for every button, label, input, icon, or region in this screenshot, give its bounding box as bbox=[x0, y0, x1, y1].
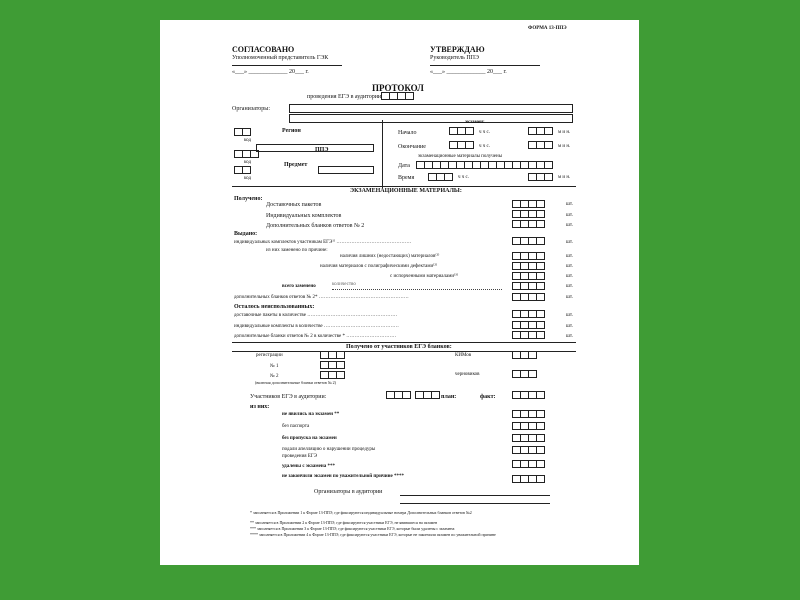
no1-count-cells[interactable] bbox=[320, 361, 344, 369]
approval-left-sub: Уполномоченный представитель ГЭК bbox=[232, 55, 329, 61]
remaining-count-cells[interactable] bbox=[512, 310, 544, 318]
reason-count-cells[interactable] bbox=[512, 252, 544, 260]
start-label: Начало bbox=[398, 130, 417, 136]
footnote: ** заполняется в Приложении 2 к Форме 13-ППЭ, где фиксируются участники ЕГЭ, не явившиеся на экзамен bbox=[250, 520, 438, 525]
approval-left-date: «___» _____________ 20___ г. bbox=[232, 69, 309, 75]
region-code-cells[interactable] bbox=[234, 128, 250, 136]
end-hours-cells[interactable] bbox=[449, 141, 473, 149]
section-rule bbox=[232, 342, 576, 343]
time-hours-cells[interactable] bbox=[428, 173, 452, 181]
remaining-count-cells[interactable] bbox=[512, 331, 544, 339]
ppe-code-caption: код bbox=[244, 160, 252, 165]
units-label: шт. bbox=[566, 213, 573, 218]
kim-label: КИМов bbox=[455, 353, 472, 358]
organizers-room-label: Организаторы в аудитории bbox=[314, 489, 383, 495]
drafts-label: черновиков bbox=[455, 372, 480, 377]
form-page bbox=[160, 20, 639, 565]
section-rule bbox=[232, 186, 576, 187]
start-min-unit: м и н. bbox=[558, 130, 571, 135]
end-label: Окончание bbox=[398, 144, 426, 150]
participants-label: Участников ЕГЭ в аудитории: bbox=[250, 394, 327, 400]
replace-reason: наличия лишних (недостающих) материалов⁽¹⁾ bbox=[340, 254, 440, 259]
row-count-cells[interactable] bbox=[512, 446, 544, 454]
received-item: Индивидуальных комплектов bbox=[266, 213, 342, 219]
start-hours-cells[interactable] bbox=[449, 127, 473, 135]
footnote: * заполняется в Приложении 1 к Форме 13-ППЭ, где фиксируются индивидуальные номера Дополнительных бланков ответов №2 bbox=[250, 510, 472, 515]
organizers-field-2[interactable] bbox=[289, 114, 573, 123]
received-count-cells[interactable] bbox=[512, 220, 544, 228]
extra-sheets-line: дополнительных бланков ответов № 2* ……………………………………………… bbox=[234, 295, 409, 300]
participant-row: без паспорта bbox=[282, 424, 310, 429]
end-min-unit: м и н. bbox=[558, 144, 571, 149]
time-hours-unit: ч ч с. bbox=[458, 175, 469, 180]
total-replaced: всего заменено bbox=[282, 284, 316, 289]
remaining-item: доставочные пакеты в количестве ……………………………………………… bbox=[234, 313, 398, 318]
replace-reason: с испорченными материалами⁽³⁾ bbox=[390, 274, 459, 279]
divider bbox=[382, 120, 383, 188]
received-count-cells[interactable] bbox=[512, 200, 544, 208]
issued-line: из них заменено по причине: bbox=[266, 248, 328, 253]
plan-cells[interactable] bbox=[415, 391, 439, 399]
units-label: шт. bbox=[566, 313, 573, 318]
signature-line bbox=[400, 495, 550, 496]
reason-count-cells[interactable] bbox=[512, 262, 544, 270]
footnote: **** заполняется в Приложении 4 к Форме 13-ППЭ, где фиксируются участники ЕГЭ, которые не закончили экзамен по уважительной причине bbox=[250, 532, 496, 537]
units-label: шт. bbox=[566, 202, 573, 207]
subject-label: Предмет bbox=[284, 162, 308, 168]
dotted-line bbox=[332, 289, 502, 290]
exam-label: экзамен: bbox=[465, 120, 485, 125]
received-item: Доставочных пакетов bbox=[266, 202, 322, 208]
protocol-subtitle: проведения ЕГЭ в аудитории bbox=[307, 94, 382, 100]
end-hours-unit: ч ч с. bbox=[479, 144, 490, 149]
subject-code-cells[interactable] bbox=[234, 166, 250, 174]
approval-right-date: «___» _____________ 20___ г. bbox=[430, 69, 507, 75]
ppe-label: ППЭ bbox=[315, 147, 329, 153]
approval-right-title: УТВЕРЖДАЮ bbox=[430, 45, 485, 54]
approval-right-sub: Руководитель ППЭ bbox=[430, 55, 479, 61]
region-label: Регион bbox=[282, 128, 301, 134]
organizers-field[interactable] bbox=[289, 104, 573, 113]
issued-line: индивидуальных комплектов участникам ЕГЭ¹⁾ ……………………………………… bbox=[234, 240, 412, 245]
approval-left-title: СОГЛАСОВАНО bbox=[232, 45, 295, 54]
form-code: ФОРМА 13-ППЭ bbox=[528, 26, 567, 31]
participant-row: без пропуска на экзамен bbox=[282, 436, 337, 441]
issued-count-cells[interactable] bbox=[512, 237, 544, 245]
no1-label: № 1 bbox=[270, 364, 279, 369]
region-code-caption: код bbox=[244, 138, 252, 143]
fact-cells[interactable] bbox=[512, 391, 544, 399]
registration-label: регистрации bbox=[256, 353, 283, 358]
participant-row: не явились на экзамен ** bbox=[282, 412, 340, 417]
total-hint: количество bbox=[332, 282, 356, 287]
row-count-cells[interactable] bbox=[512, 410, 544, 418]
units-label: шт. bbox=[566, 324, 573, 329]
drafts-count-cells[interactable] bbox=[512, 370, 536, 378]
audience-code-cells[interactable] bbox=[381, 92, 413, 100]
reason-count-cells[interactable] bbox=[512, 272, 544, 280]
from-participants-heading: Получено от участников ЕГЭ бланков: bbox=[346, 344, 452, 350]
signature-line-left bbox=[232, 65, 342, 66]
units-label: шт. bbox=[566, 284, 573, 289]
participant-row: удалены с экзамена *** bbox=[282, 464, 336, 469]
materials-heading: ЭКЗАМЕНАЦИОННЫЕ МАТЕРИАЛЫ: bbox=[350, 188, 462, 194]
start-min-cells[interactable] bbox=[528, 127, 552, 135]
plan-label: план: bbox=[441, 394, 457, 400]
received-count-cells[interactable] bbox=[512, 210, 544, 218]
no2-count-cells[interactable] bbox=[320, 371, 344, 379]
start-hours-unit: ч ч с. bbox=[479, 130, 490, 135]
units-label: шт. bbox=[566, 264, 573, 269]
signature-line bbox=[400, 503, 550, 504]
date-label: Дата bbox=[398, 163, 410, 169]
row-count-cells[interactable] bbox=[512, 434, 544, 442]
organizers-label: Организаторы: bbox=[232, 106, 270, 112]
participants-count-cells[interactable] bbox=[386, 391, 410, 399]
time-min-cells[interactable] bbox=[528, 173, 552, 181]
participant-row: не закончили экзамен по уважительной причине **** bbox=[282, 474, 404, 479]
subject-field[interactable] bbox=[318, 166, 374, 174]
received-heading: Получено: bbox=[234, 196, 263, 202]
row-count-cells[interactable] bbox=[512, 422, 544, 430]
units-label: шт. bbox=[566, 240, 573, 245]
participant-row: подали апелляцию о нарушении процедуры проведения ЕГЭ bbox=[282, 447, 376, 459]
kim-count-cells[interactable] bbox=[512, 351, 536, 359]
remaining-item: индивидуальные комплекты в количестве ……………………………………… bbox=[234, 324, 399, 329]
end-min-cells[interactable] bbox=[528, 141, 552, 149]
time-min-unit: м и н. bbox=[558, 175, 571, 180]
extra-count-cells[interactable] bbox=[512, 293, 544, 301]
units-label: шт. bbox=[566, 254, 573, 259]
no2-label: № 2 bbox=[270, 374, 279, 379]
of-them-label: из них: bbox=[250, 404, 270, 410]
protocol-title: ПРОТОКОЛ bbox=[372, 83, 424, 93]
remaining-item: дополнительные бланки ответов № 2 в количестве * ………………………… bbox=[234, 334, 397, 339]
units-label: шт. bbox=[566, 334, 573, 339]
no2-note: (включая дополнительные бланки ответов № 2) bbox=[255, 380, 336, 385]
fact-label: факт: bbox=[480, 394, 496, 400]
signature-line-right bbox=[430, 65, 540, 66]
date-cells[interactable] bbox=[416, 161, 552, 169]
replace-reason: наличия материалов с полиграфическими дефектами⁽²⁾ bbox=[320, 264, 438, 269]
subject-code-caption: код bbox=[244, 176, 252, 181]
materials-received-caption: экзаменационные материалы получены bbox=[418, 154, 503, 159]
ppe-code-cells[interactable] bbox=[234, 150, 258, 158]
total-count-cells[interactable] bbox=[512, 282, 544, 290]
remaining-count-cells[interactable] bbox=[512, 321, 544, 329]
row-count-cells[interactable] bbox=[512, 475, 544, 483]
units-label: шт. bbox=[566, 274, 573, 279]
registration-count-cells[interactable] bbox=[320, 351, 344, 359]
row-count-cells[interactable] bbox=[512, 460, 544, 468]
time-label: Время bbox=[398, 175, 415, 181]
units-label: шт. bbox=[566, 223, 573, 228]
issued-heading: Выдано: bbox=[234, 231, 258, 237]
received-item: Дополнительных бланков ответов № 2 bbox=[266, 223, 365, 229]
footnote: *** заполняется в Приложении 3 к Форме 13-ППЭ, где фиксируются участники ЕГЭ, которые были удалены с экзамена bbox=[250, 526, 455, 531]
units-label: шт. bbox=[566, 295, 573, 300]
remaining-heading: Осталось неиспользованных: bbox=[234, 304, 315, 310]
